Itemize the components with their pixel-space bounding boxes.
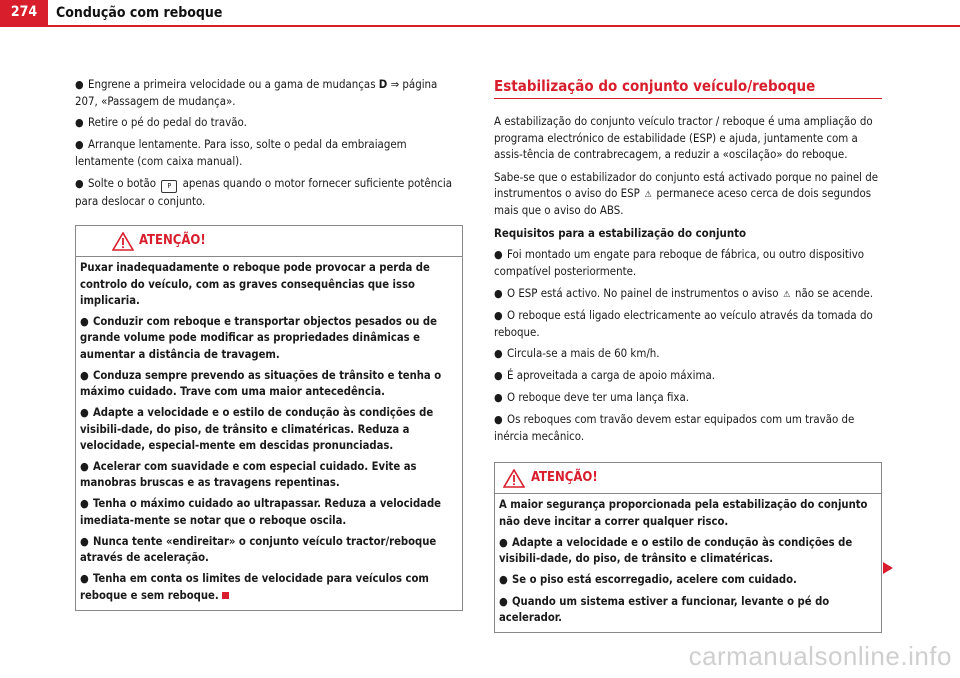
bullet-icon: ● [75,176,84,190]
section-title: Estabilização do conjunto veículo/reboque [494,77,816,95]
bullet-icon: ● [75,78,84,91]
bullet-icon: ● [80,315,89,329]
list-item: ● É aproveitada a carga de apoio máxima. [494,368,715,383]
right-column [494,76,882,633]
warning-body [76,257,462,609]
bullet-icon: ● [80,368,89,382]
warning-title: ATENÇÃO! [531,470,598,486]
bullet-icon: ● [494,412,503,426]
bullet-icon: ● [494,369,503,383]
list-item: ● Tenha o máximo cuidado ao ultrapassar. Reduza a velocidade imediata-mente se notar que o reboque oscila. [80,497,442,527]
section-end-icon [222,592,229,599]
bullet-icon: ● [494,248,503,262]
warning-intro: Puxar inadequadamente o reboque pode provocar a perda de controlo do veículo, com as graves consequências que isso implicaria. [80,261,430,307]
bullet-icon: ● [494,308,503,322]
paragraph: A estabilização do conjunto veículo tractor / reboque é uma ampliação do programa electrónico de estabilidade (ESP) e ajuda, juntamente com a assis-tência de contrabrecagem, a reduzir a «oscilação» do reboque. [494,114,873,162]
bullet-icon: ● [499,573,508,587]
bullet-icon: ● [494,286,503,300]
esp-warning-icon: ⚠ [644,190,652,201]
list-item: ● Quando um sistema estiver a funcionar, levante o pé do acelerador. [499,594,830,624]
warning-intro: A maior segurança proporcionada pela estabilização do conjunto não deve incitar a correr qualquer risco. [499,498,868,528]
bullet-icon: ● [75,116,84,130]
warning-box [75,225,463,610]
warning-header [495,463,881,494]
warning-triangle-icon [112,232,134,251]
list-item: ● Foi montado um engate para reboque de fábrica, ou outro dispositivo compatível posteriormente. [494,247,865,279]
page-number: 274 [0,0,48,25]
left-column [75,76,463,611]
header-divider [0,25,960,27]
bullet-icon: ● [80,459,89,473]
watermark: carmanualsonline.info [688,641,952,672]
list-item: ● Solte o botão P apenas quando o motor fornecer suficiente potência para deslocar o conjunto. [75,175,452,208]
bullet-icon: ● [494,391,503,404]
page-header [0,0,960,27]
bullet-icon: ● [80,572,89,586]
list-item: ● Os reboques com travão devem estar equipados com um travão de inércia mecânico. [494,411,855,443]
list-item: ● Circula-se a mais de 60 km/h. [494,346,660,361]
warning-triangle-icon [503,469,525,488]
list-item: ● O reboque está ligado electricamente ao veículo através da tomada do reboque. [494,307,873,339]
warning-header [76,226,462,257]
list-item: ● Adapte a velocidade e o estilo de condução às condições de visibili-dade, do piso, de trânsito e climatéricas. Reduza a velocidade, especial-mente em descidas pronunciadas. [80,406,434,452]
list-item: ● Tenha em conta os limites de velocidade para veículos com reboque e sem reboque. [80,572,429,602]
list-item: ● Adapte a velocidade e o estilo de condução às condições de visibili-dade, do piso, de trânsito e climatéricas. [499,535,853,566]
bullet-icon: ● [494,347,503,361]
list-item: ● Retire o pé do pedal do travão. [75,115,247,130]
list-item: ● Engrene a primeira velocidade ou a gama de mudanças D ⇒ página 207, «Passagem de mudança». [75,77,438,108]
list-item: ● Conduzir com reboque e transportar objectos pesados ou de grande volume pode modificar as propriedades dinâmicas e aumentar a distância de travagem. [80,315,437,361]
page-title: Condução com reboque [56,5,223,21]
continue-arrow-icon [883,562,893,574]
parking-brake-button-icon: P [161,180,177,193]
section-divider [494,98,882,99]
warning-body [495,494,881,632]
list-item: ● Conduza sempre prevendo as situações de trânsito e tenha o máximo cuidado. Trave com uma maior antecedência. [80,368,442,399]
paragraph: Sabe-se que o estabilizador do conjunto está activado porque no painel de instrumentos o aviso do ESP ⚠ permanece aceso cerca de dois segundos mais que o aviso do ABS. [494,169,879,218]
bullet-icon: ● [499,594,508,608]
list-item: ● Arranque lentamente. Para isso, solte o pedal da embraiagem lentamente (com caixa manual). [75,137,407,169]
bullet-icon: ● [80,406,89,420]
bullet-icon: ● [80,534,89,548]
bullet-icon: ● [499,535,508,549]
warning-title: ATENÇÃO! [139,233,206,249]
list-item: ● O reboque deve ter uma lança fixa. [494,390,690,404]
warning-box [494,462,882,633]
list-item: ● Se o piso está escorregadio, acelere com cuidado. [499,572,877,588]
list-item: ● O ESP está activo. No painel de instrumentos o aviso ⚠ não se acende. [494,285,874,300]
esp-off-warning-icon: ⚠ [783,289,791,300]
list-item: ● Acelerar com suavidade e com especial cuidado. Evite as manobras bruscas e as travagens repentinas. [80,459,417,490]
bullet-icon: ● [80,497,89,511]
list-item: ● Nunca tente «endireitar» o conjunto veículo tractor/reboque através de aceleração. [80,534,437,565]
requirements-heading: Requisitos para a estabilização do conjunto [494,225,747,240]
bullet-icon: ● [75,138,84,152]
